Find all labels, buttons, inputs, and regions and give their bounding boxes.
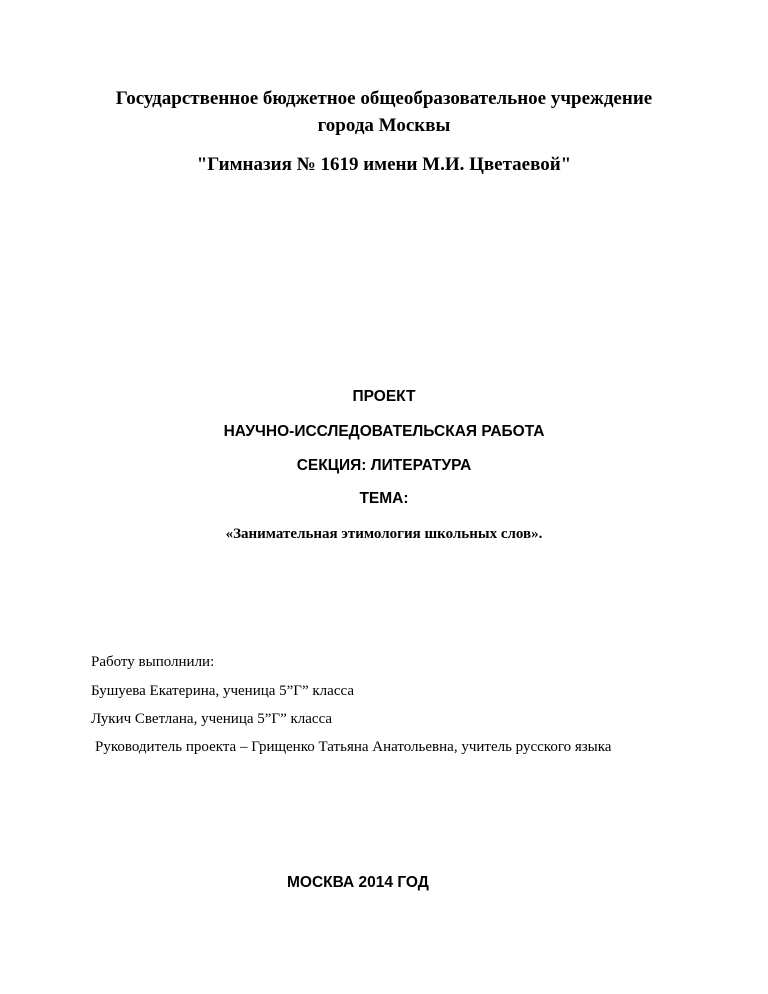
author-student-2: Лукич Светлана, ученица 5”Г” класса (91, 711, 333, 727)
authors-heading: Работу выполнили: (91, 654, 215, 670)
project-section: СЕКЦИЯ: ЛИТЕРАТУРА (296, 457, 472, 474)
author-student-1: Бушуева Екатерина, ученица 5”Г” класса (91, 683, 354, 699)
institution-line-1: Государственное бюджетное общеобразовательное учреждение (115, 88, 653, 109)
institution-line-2: города Москвы (317, 115, 451, 136)
topic-title: «Занимательная этимология школьных слов». (225, 526, 543, 542)
topic-label: ТЕМА: (359, 490, 409, 507)
city-year: МОСКВА 2014 ГОД (287, 874, 429, 891)
project-label: ПРОЕКТ (352, 388, 416, 405)
school-name: "Гимназия № 1619 имени М.И. Цветаевой" (196, 154, 572, 175)
project-type: НАУЧНО-ИССЛЕДОВАТЕЛЬСКАЯ РАБОТА (223, 423, 545, 440)
project-supervisor: Руководитель проекта – Грищенко Татьяна Анатольевна, учитель русского языка (95, 739, 612, 755)
